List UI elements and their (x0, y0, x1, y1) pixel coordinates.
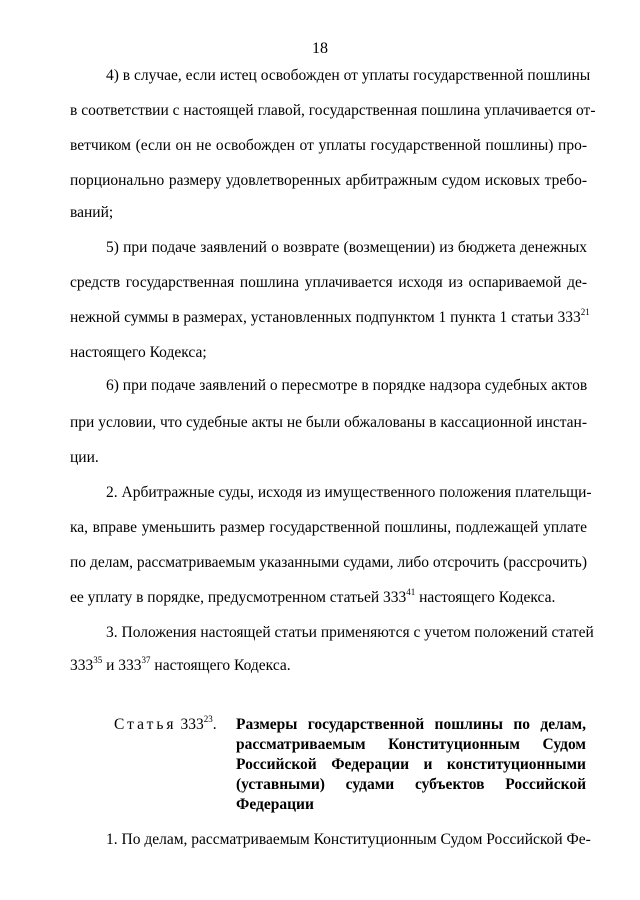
superscript: 41 (406, 587, 416, 597)
text-line: ветчиком (если он не освобожден от уплаты государственной пошлины) про- (70, 137, 587, 154)
text-line (70, 307, 590, 328)
article-number: 333 (180, 716, 204, 733)
text-line: порционально размеру удовлетворенных арбитражным судом исковых требо- (70, 172, 587, 189)
text-line: 2. Арбитражные суды, исходя из имущественного положения плательщи- (106, 484, 592, 501)
text-line: 4) в случае, если истец освобожден от уплаты государственной пошлины (106, 67, 591, 84)
heading-line: Федерации (236, 796, 314, 813)
text-line: настоящего Кодекса; (70, 344, 207, 361)
text-line: при условии, что судебные акты не были обжалованы в кассационной инстан- (70, 414, 587, 431)
article-word: Статья (114, 716, 177, 733)
superscript: 21 (580, 307, 590, 317)
text-line: средств государственная пошлина уплачивается исходя из оспариваемой де- (70, 274, 587, 291)
heading-line: Российской Федерации и конституционными (236, 756, 586, 773)
superscript: 23 (203, 714, 213, 724)
text-line: ции. (70, 449, 99, 466)
text-line (70, 656, 587, 676)
text-line: по делам, рассматриваемым указанными судами, либо отсрочить (рассрочить) (70, 554, 587, 571)
text-run: нежной суммы в размерах, установленных подпунктом 1 пункта 1 статьи 333 (70, 309, 581, 326)
text-line: в соответствии с настоящей главой, государственная пошлина уплачивается от- (70, 102, 596, 119)
text-line: 6) при подаче заявлений о пересмотре в порядке надзора судебных актов (106, 377, 588, 394)
text-line: 1. По делам, рассматриваемым Конституционным Судом Российской Фе- (106, 831, 591, 848)
article-label (114, 715, 217, 735)
superscript: 37 (141, 655, 151, 665)
text-line: 5) при подаче заявлений о возврате (возмещении) из бюджета денежных (106, 239, 587, 256)
text-run: . (212, 716, 217, 733)
superscript: 35 (93, 655, 103, 665)
text-run: настоящего Кодекса. (415, 589, 556, 606)
text-run: ее уплату в порядке, предусмотренном статьей 333 (70, 589, 407, 606)
text-run: и 333 (102, 657, 142, 674)
text-line: ка, вправе уменьшить размер государственной пошлины, подлежащей уплате (70, 519, 587, 536)
heading-line: рассматриваемым Конституционным Судом (236, 736, 586, 753)
heading-line: Размеры государственной пошлины по делам, (236, 716, 586, 733)
text-run: настоящего Кодекса. (150, 657, 291, 674)
text-line (70, 588, 587, 608)
page-number: 18 (312, 40, 328, 57)
text-line: ваний; (70, 204, 114, 221)
text-run: 333 (70, 657, 94, 674)
heading-line: (уставными) судами субъектов Российской (236, 776, 586, 793)
text-line: 3. Положения настоящей статьи применяются с учетом положений статей (106, 624, 594, 641)
